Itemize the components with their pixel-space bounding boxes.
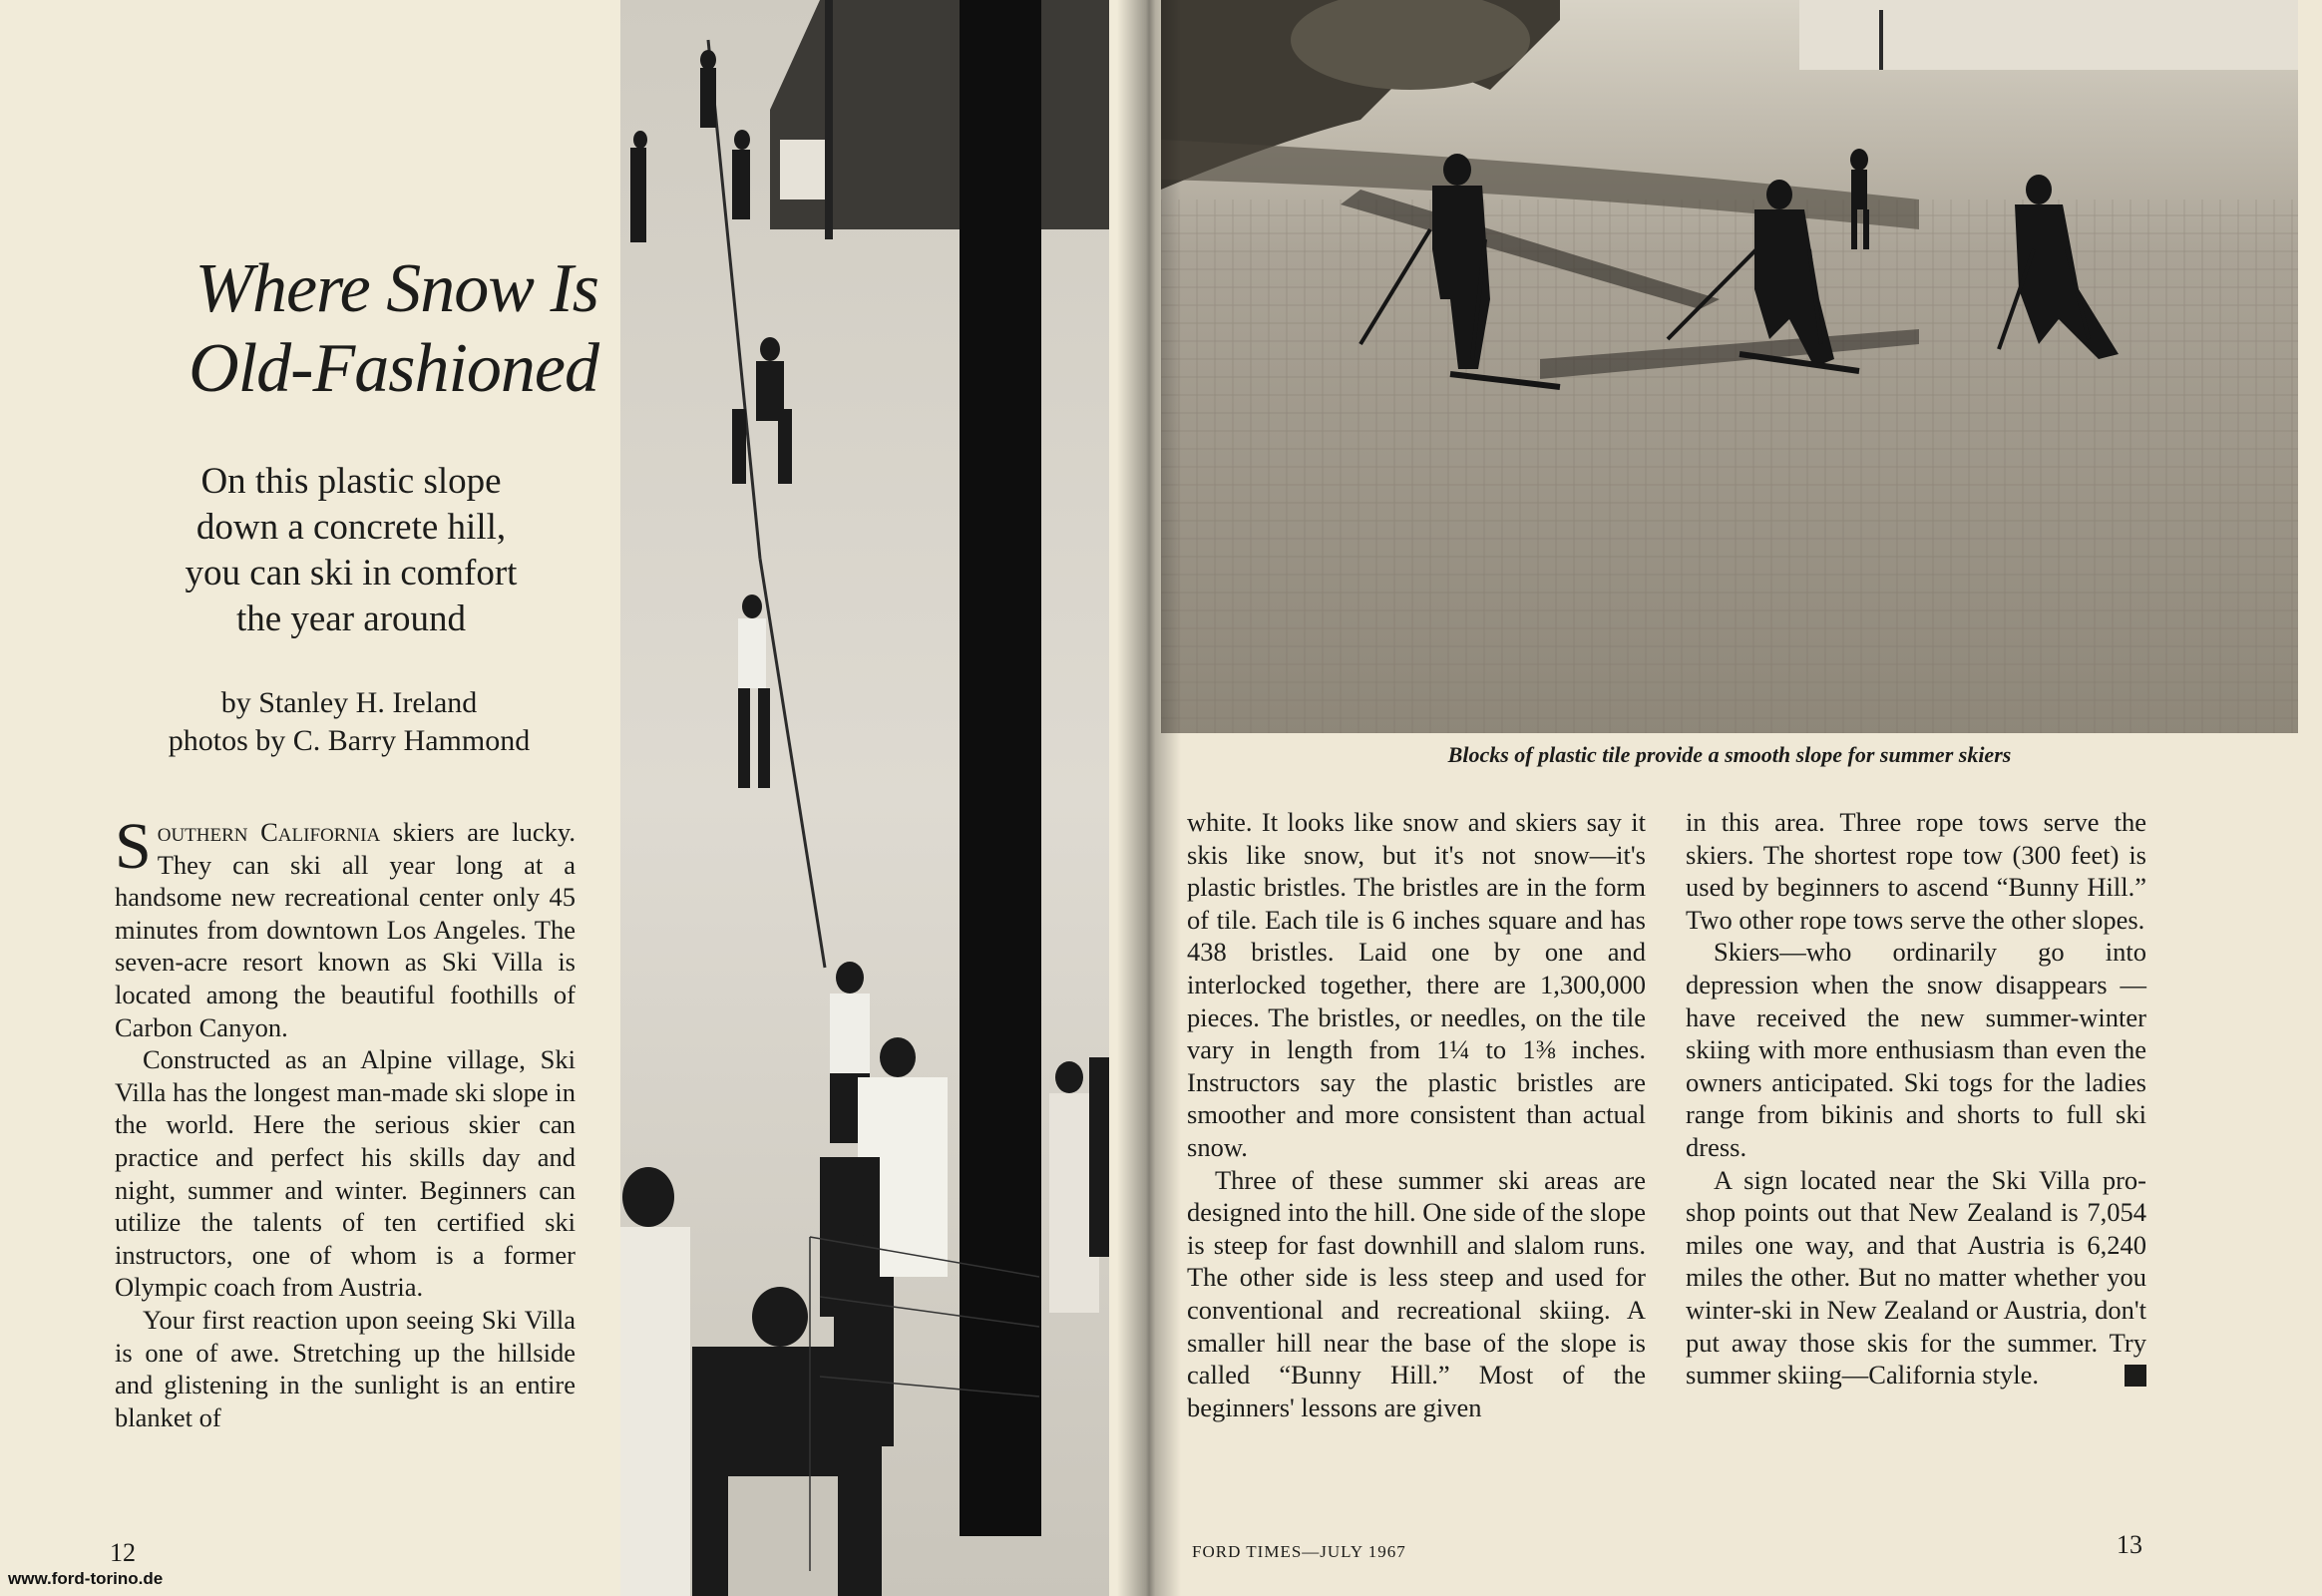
drop-cap: S <box>115 810 152 883</box>
byline <box>110 684 588 760</box>
article-subtitle <box>112 459 590 642</box>
photo-caption: Blocks of plastic tile provide a smooth slope for summer skiers <box>1447 742 2012 767</box>
lead-in: outhern California <box>157 817 381 847</box>
body-column-1 <box>115 810 576 1433</box>
left-page <box>0 0 1149 1596</box>
paragraph-text: A sign located near the Ski Villa pro-shop points out that New Zealand is 7,054 miles one way, and that Austria is 6,240 miles the other. But no matter whether you winter-ski in New Zealand or Austria, don't put away those skis for the summer. Try summer skiing—California style. <box>1686 1164 2146 1391</box>
paragraph-text: skiers are lucky. They can ski all year long at a handsome new recreational center only 45 minutes from downtown Los Angeles. The seven-acre resort known as Ski Villa is located among the beautiful foothills of Carbon Canyon. <box>115 817 576 1042</box>
ski-slope-photo <box>620 0 1109 1596</box>
title-line-2: Old-Fashioned <box>189 330 598 407</box>
paragraph: Skiers—who ordinarily go into depression when the snow disappears —have received the new summer-winter skiing with more enthusiasm than even the owners anticipated. Ski togs for the ladies range from bikinis and shorts to full ski dress. <box>1686 937 2146 1162</box>
summer-skiers-photo-art <box>1161 0 2298 733</box>
ski-slope-photo-art <box>620 0 1109 1596</box>
magazine-footer: FORD TIMES—JULY 1967 <box>1192 1542 1406 1561</box>
watermark: www.ford-torino.de <box>4 1569 167 1589</box>
subtitle-line: you can ski in comfort <box>185 553 518 594</box>
paragraph: in this area. Three rope tows serve the skiers. The shortest rope tow (300 feet) is used by beginners to ascend “Bunny Hill.” Two other rope tows serve the other slopes. <box>1686 807 2146 935</box>
body-column-2 <box>1187 806 1646 1423</box>
body-column-3 <box>1686 806 2146 1392</box>
subtitle-line: down a concrete hill, <box>195 507 507 548</box>
subtitle-line: On this plastic slope <box>200 461 502 502</box>
byline-photos: photos by C. Barry Hammond <box>168 724 531 757</box>
paragraph: Three of these summer ski areas are designed into the hill. One side of the slope is steep for fast downhill and slalom runs. The other side is less steep and used for conventional and recreational skiing. A smaller hill near the base of the slope is called “Bunny Hill.” Most of the beginners' lessons are given <box>1187 1164 1646 1422</box>
paragraph <box>1686 1164 2146 1392</box>
page-number-left: 12 <box>110 1538 136 1567</box>
title-line-1: Where Snow Is <box>194 250 598 327</box>
paragraph: Your first reaction upon seeing Ski Villa is one of awe. Stretching up the hillside and glistening in the sunlight is an entire blanket of <box>115 1304 576 1432</box>
byline-author: by Stanley H. Ireland <box>220 686 478 719</box>
binding-gutter <box>1117 0 1181 1596</box>
end-mark-icon <box>2125 1365 2146 1387</box>
article-title <box>110 249 598 409</box>
paragraph: Constructed as an Alpine village, Ski Villa has the longest man-made ski slope in the world. Here the serious skier can practice and perfect his skills day and night, summer and winter. Beginners can utilize the talents of ten certified ski instructors, one of whom is a former Olympic coach from Austria. <box>115 1044 576 1303</box>
paragraph: white. It looks like snow and skiers say it skis like snow, but it's not snow—it's plastic bristles. The bristles are in the form of tile. Each tile is 6 inches square and has 438 bristles. Laid one by one and interlocked together, there are 1,300,000 pieces. The bristles, or needles, on the tile vary in length from 1¼ to 1⅜ inches. Instructors say the plastic bristles are smoother and more consistent than actual snow. <box>1187 807 1646 1162</box>
summer-skiers-photo <box>1161 0 2298 733</box>
subtitle-line: the year around <box>235 598 467 639</box>
paragraph <box>115 810 576 1043</box>
page-number-right: 13 <box>2117 1530 2142 1559</box>
